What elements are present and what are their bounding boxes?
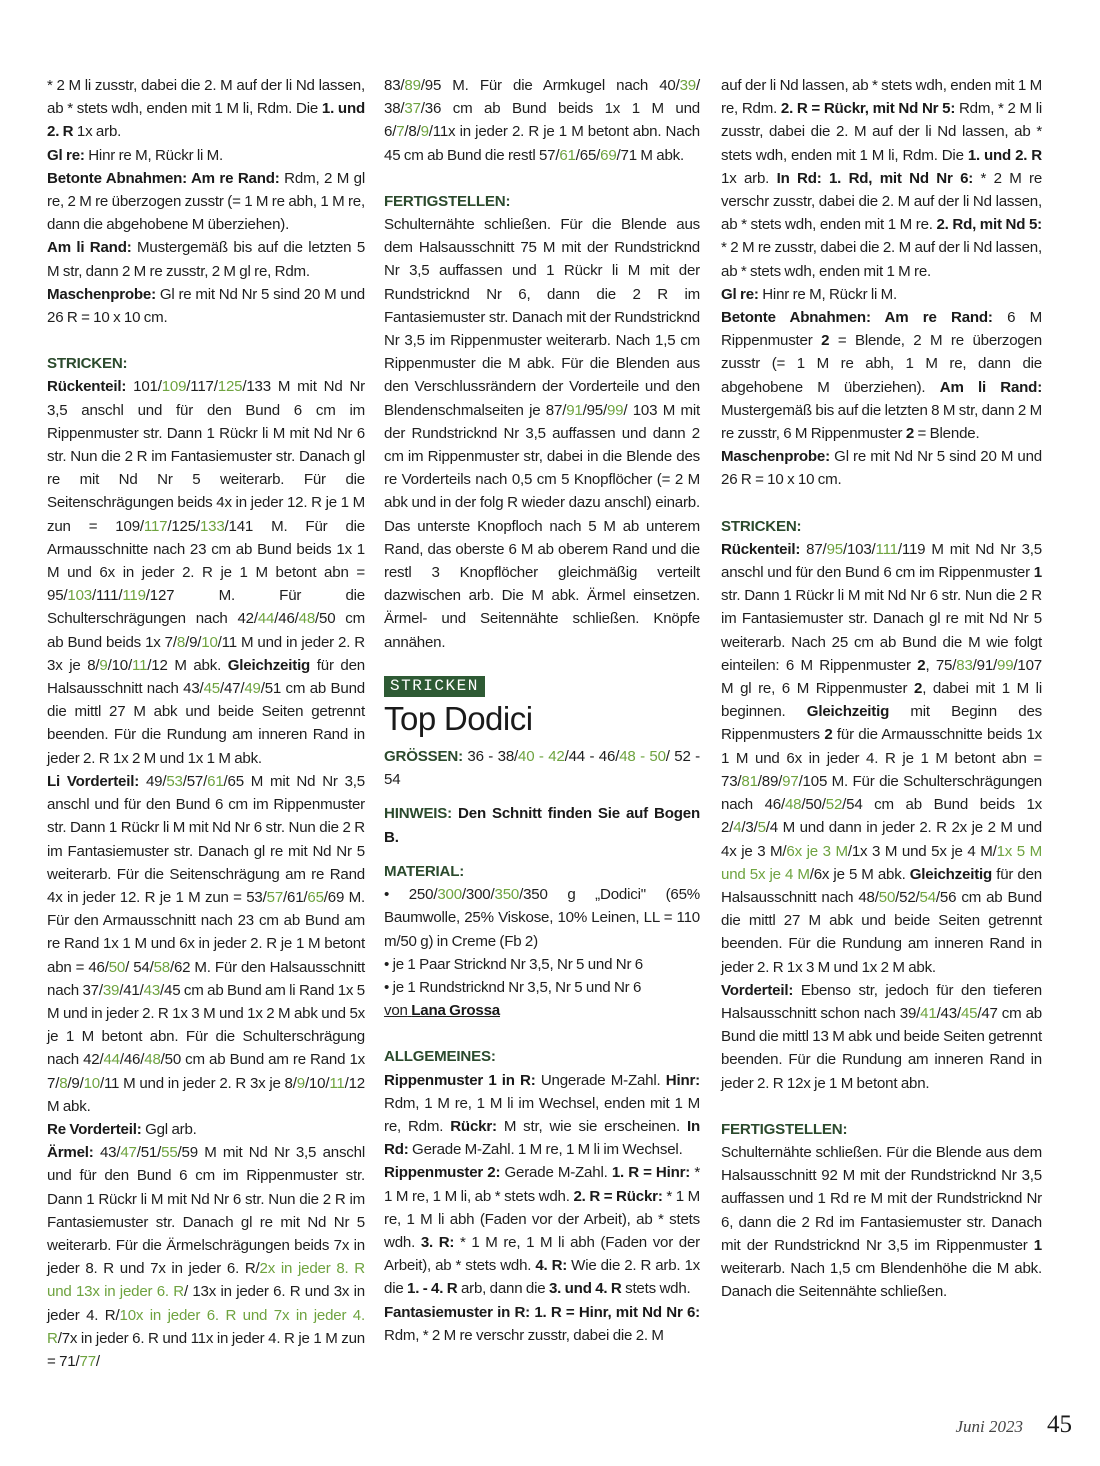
paragraph-rippenmuster-1: Rippenmuster 1 in R: Ungerade M-Zahl. Hinr: Rdm, 1 M re, 1 M li im Wechsel, enden mit 1 M re, Rdm. Rückr: M str, wie sie erscheinen. In Rd: Gerade M-Zahl. 1 M re, 1 M li im Wechsel. xyxy=(384,1071,700,1159)
column-3 xyxy=(721,74,1042,1303)
paragraph-rueckenteil: Rückenteil: 101/109/117/125/133 M mit Nd Nr 3,5 anschl und für den Bund 6 cm im Rippenmuster str. Dann 1 Rückr li M mit Nd Nr 6 str. Nun die 2 R im Fantasiemuster str. Danach gl re mit Nd Nr 5 weiterarb. Für die Seitenschrägungen beids 4x in jeder 12. R je 1 M zun = 109/117/125/133/141 M. Für die Armausschnitte nach 23 cm ab Bund beids 1x 1 M und 6x in jeder 2. R je 1 M betont abn = 95/103/111/119/127 M. Für die Schulterschrägungen nach 42/44/46/48/50 cm ab Bund beids 1x 7/8/9/10/11 M und in jeder 2. R 3x je 8/9/10/11/12 M abk. Gleichzeitig für den Halsausschnitt nach 43/45/47/49/51 cm ab Bund die mittl 27 M abk und beide Seiten getrennt beenden. Für die Rundung am inneren Rand in jeder 2. R 1x 2 M und 1x 1 M abk. xyxy=(47,378,366,767)
section-heading: STRICKEN: xyxy=(721,517,802,535)
material-line: von Lana Grossa xyxy=(384,1002,500,1020)
paragraph: Betonte Abnahmen: Am re Rand: 6 M Rippenmuster 2 = Blende, 2 M re überzogen zusstr (= 1 M re abh, 1 M re, dann die abgehobene M überziehen). Am li Rand: Mustergemäß bis auf die letzten 8 M str, dann 2 M re zusstr, 6 M Rippenmuster 2 = Blende. xyxy=(721,309,1043,443)
section-heading: MATERIAL: xyxy=(384,862,465,880)
paragraph: * 2 M li zusstr, dabei die 2. M auf der li Nd lassen, ab * stets wdh, enden mit 1 M li, Rdm. Die 1. und 2. R 1x arb. xyxy=(47,77,365,141)
paragraph: Betonte Abnahmen: Am re Rand: Rdm, 2 M gl re, 2 M re überzogen zusstr (= 1 M re abh, 1 M re, dann die abgehobene M überziehen). xyxy=(47,169,365,234)
paragraph-groessen: GRÖSSEN: 36 - 38/40 - 42/44 - 46/48 - 50/ 52 - 54 xyxy=(384,748,700,789)
brand-link: Lana Grossa xyxy=(411,1002,500,1020)
column-1 xyxy=(47,74,365,1373)
column-2 xyxy=(384,74,700,1347)
paragraph-fantasiemuster: Fantasiemuster in R: 1. R = Hinr, mit Nd Nr 6: Rdm, * 2 M re verschr zusstr, dabei die 2. M xyxy=(384,1303,700,1344)
paragraph: Gl re: Hinr re M, Rückr li M. xyxy=(721,285,898,303)
section-heading: FERTIGSTELLEN: xyxy=(721,1120,848,1138)
paragraph-aermel: Ärmel: 43/47/51/55/59 M mit Nd Nr 3,5 anschl und für den Bund 6 cm im Rippenmuster str. Dann 1 Rückr li M mit Nd Nr 6 str. Nun die 2 R im Fantasiemuster str. Danach gl re mit Nd Nr 5 weiterarb. Für die Ärmelschrägungen beids 7x in jeder 8. R und 7x in jeder 6. R/2x in jeder 8. R und 13x in jeder 6. R/ 13x in jeder 6. R und 3x in jeder 4. R/10x in jeder 6. R und 7x in jeder 4. R/7x in jeder 6. R und 11x in jeder 4. R je 1 M zun = 71/77/ xyxy=(47,1144,365,1370)
paragraph-li-vorderteil: Li Vorderteil: 49/53/57/61/65 M mit Nd Nr 3,5 anschl und für den Bund 6 cm im Rippenmuster str. Dann 1 Rückr li M mit Nd Nr 6 str. Nun die 2 R im Fantasiemuster str. Danach gl re mit Nd Nr 5 weiterarb. Für die Seitenschrägung am re Rand 4x in jeder 12. R je 1 M zun = 53/57/61/65/69 M. Für den Armausschnitt nach 23 cm ab Bund am re Rand 1x 1 M und 6x in jeder 2. R je 1 M betont abn = 46/50/ 54/58/62 M. Für den Halsausschnitt nach 37/39/41/43/45 cm ab Bund am li Rand 1x 5 M und in jeder 2. R 1x 3 M und 1x 2 M abk und 5x je 1 M betont abn. Für die Schulterschrägung nach 42/44/46/48/50 cm ab Bund am re Rand 1x 7/8/9/10/11 M und in jeder 2. R 3x je 8/9/10/11/12 M abk. xyxy=(47,772,366,1115)
section-heading: STRICKEN: xyxy=(47,355,128,373)
paragraph-fertigstellen: Schulternähte schließen. Für die Blende aus dem Halsausschnitt 92 M mit der Rundstricknd Nr 3,5 auffassen und 1 Rd re M mit der Rundstricknd Nr 6, dann die 2 Rd im Fantasiemuster str. Danach mit der Rundstricknd Nr 3,5 im Rippenmuster 1 weiterarb. Nach 1,5 cm Blendenhöhe die M abk. Danach die Seitennähte schließen. xyxy=(721,1143,1042,1301)
issue-date: Juni 2023 xyxy=(955,1417,1023,1436)
section-heading: FERTIGSTELLEN: xyxy=(384,192,511,210)
page-number: 45 xyxy=(1047,1411,1072,1438)
section-tag: STRICKEN xyxy=(384,676,485,697)
paragraph-vorderteil: Vorderteil: Ebenso str, jedoch für den tieferen Halsausschnitt schon nach 39/41/43/45/47 cm ab Bund die mittl 13 M abk und beide Seiten getrennt beenden. Für die Rundung am inneren Rand in jeder 2. R 12x je 1 M betont abn. xyxy=(721,981,1042,1092)
paragraph: Maschenprobe: Gl re mit Nd Nr 5 sind 20 M und 26 R = 10 x 10 cm. xyxy=(47,285,365,327)
paragraph-fantasiemuster-cont: auf der li Nd lassen, ab * stets wdh, enden mit 1 M re, Rdm. 2. R = Rückr, mit Nd Nr 5: Rdm, * 2 M li zusstr, dabei die 2. M auf der li Nd lassen, ab * stets wdh, enden mit 1 M li, Rdm. Die 1. und 2. R 1x arb. In Rd: 1. Rd, mit Nd Nr 6: * 2 M re verschr zusstr, dabei die 2. M auf der li Nd lassen, ab * stets wdh, enden mit 1 M re. 2. Rd, mit Nd 5: * 2 M re zusstr, dabei die 2. M auf der li Nd lassen, ab * stets wdh, enden mit 1 M re. xyxy=(721,77,1043,280)
page-footer xyxy=(955,1411,1072,1439)
paragraph-hinweis: HINWEIS: Den Schnitt finden Sie auf Bogen B. xyxy=(384,805,700,846)
paragraph-rippenmuster-2: Rippenmuster 2: Gerade M-Zahl. 1. R = Hinr: * 1 M re, 1 M li, ab * stets wdh. 2. R = Rückr: * 1 M re, 1 M li abh (Faden vor der Arbeit), ab * stets wdh. 3. R: * 1 M re, 1 M li abh (Faden vor der Arbeit), ab * stets wdh. 4. R: Wie die 2. R arb. 1x die 1. - 4. R arb, dann die 3. und 4. R stets wdh. xyxy=(384,1164,701,1298)
paragraph-rueckenteil: Rückenteil: 87/95/103/111/119 M mit Nd Nr 3,5 anschl und für den Bund 6 cm im Rippenmuster 1 str. Dann 1 Rückr li M mit Nd Nr 6 str. Nun die 2 R im Fantasiemuster str. Danach gl re mit Nd Nr 5 weiterarb. Nach 25 cm ab Bund die M wie folgt einteilen: 6 M Rippenmuster 2, 75/83/91/99/107 M gl re, 6 M Rippenmuster 2, dabei mit 1 M li beginnen. Gleichzeitig mit Beginn des Rippenmusters 2 für die Armausschnitte beids 1x 1 M und 6x in jeder 4. R je 1 M betont abn = 73/81/89/97/105 M. Für die Schulterschrägungen nach 46/48/50/52/54 cm ab Bund beids 1x 2/4/3/5/4 M und dann in jeder 2. R 2x je 2 M und 4x je 3 M/6x je 3 M/1x 3 M und 5x je 4 M/1x 5 M und 5x je 4 M/6x je 5 M abk. Gleichzeitig für den Halsausschnitt nach 48/50/52/54/56 cm ab Bund die mittl 27 M abk und beide Seiten getrennt beenden. Für die Rundung am inneren Rand in jeder 2. R 1x 3 M und 1x 2 M abk. xyxy=(721,540,1043,976)
paragraph-fertigstellen: Schulternähte schließen. Für die Blende aus dem Halsausschnitt 75 M mit der Rundstricknd Nr 3,5 auffassen und 1 Rückr li M mit der Rundstricknd Nr 6, dann die 2 R im Fantasiemuster str. Danach mit der Rundstricknd Nr 3,5 im Rippenmuster weiterarb. Nach 1,5 cm Rippenmuster die M abk. Für die Blenden aus den Verschlussrändern der Vorderteile und den Blendenschmalseiten je 87/91/95/99/ 103 M mit der Rundstricknd Nr 3,5 auffassen und dann 2 cm im Rippenmuster str, dabei in die Blende des re Vorderteils nach 0,5 cm 5 Knopflöcher (= 2 M abk und in der folg R wieder dazu anschl) einarb. Das unterste Knopfloch nach 5 M ab unterem Rand, das oberste 6 M ab oberem Rand und die restl 3 Knopflöcher gleichmäßig verteilt dazwischen arb. Die M abk. Ärmel einsetzen. Ärmel- und Seitennähte schließen. Knöpfe annähen. xyxy=(384,216,700,651)
section-heading: ALLGEMEINES: xyxy=(384,1048,496,1066)
paragraph-aermel-cont: 83/89/95 M. Für die Armkugel nach 40/39/ 38/37/36 cm ab Bund beids 1x 1 M und 6/7/8/9/11x in jeder 2. R je 1 M betont abn. Nach 45 cm ab Bund die restl 57/61/65/69/71 M abk. xyxy=(384,77,700,164)
material-line: • je 1 Rundstricknd Nr 3,5, Nr 5 und Nr 6 xyxy=(384,978,642,996)
paragraph: Gl re: Hinr re M, Rückr li M. xyxy=(47,146,224,164)
paragraph: Maschenprobe: Gl re mit Nd Nr 5 sind 20 M und 26 R = 10 x 10 cm. xyxy=(721,448,1042,489)
paragraph-re-vorderteil: Re Vorderteil: Ggl arb. xyxy=(47,1120,197,1138)
paragraph: Am li Rand: Mustergemäß bis auf die letzten 5 M str, dann 2 M re zusstr, 2 M gl re, Rdm. xyxy=(47,239,366,280)
pattern-title: Top Dodici xyxy=(384,700,533,738)
material-line: • je 1 Paar Stricknd Nr 3,5, Nr 5 und Nr 6 xyxy=(384,955,643,973)
material-line: • 250/300/300/350/350 g „Dodici" (65% Baumwolle, 25% Viskose, 10% Leinen, LL = 110 m/50 g) in Creme (Fb 2) xyxy=(384,886,701,950)
